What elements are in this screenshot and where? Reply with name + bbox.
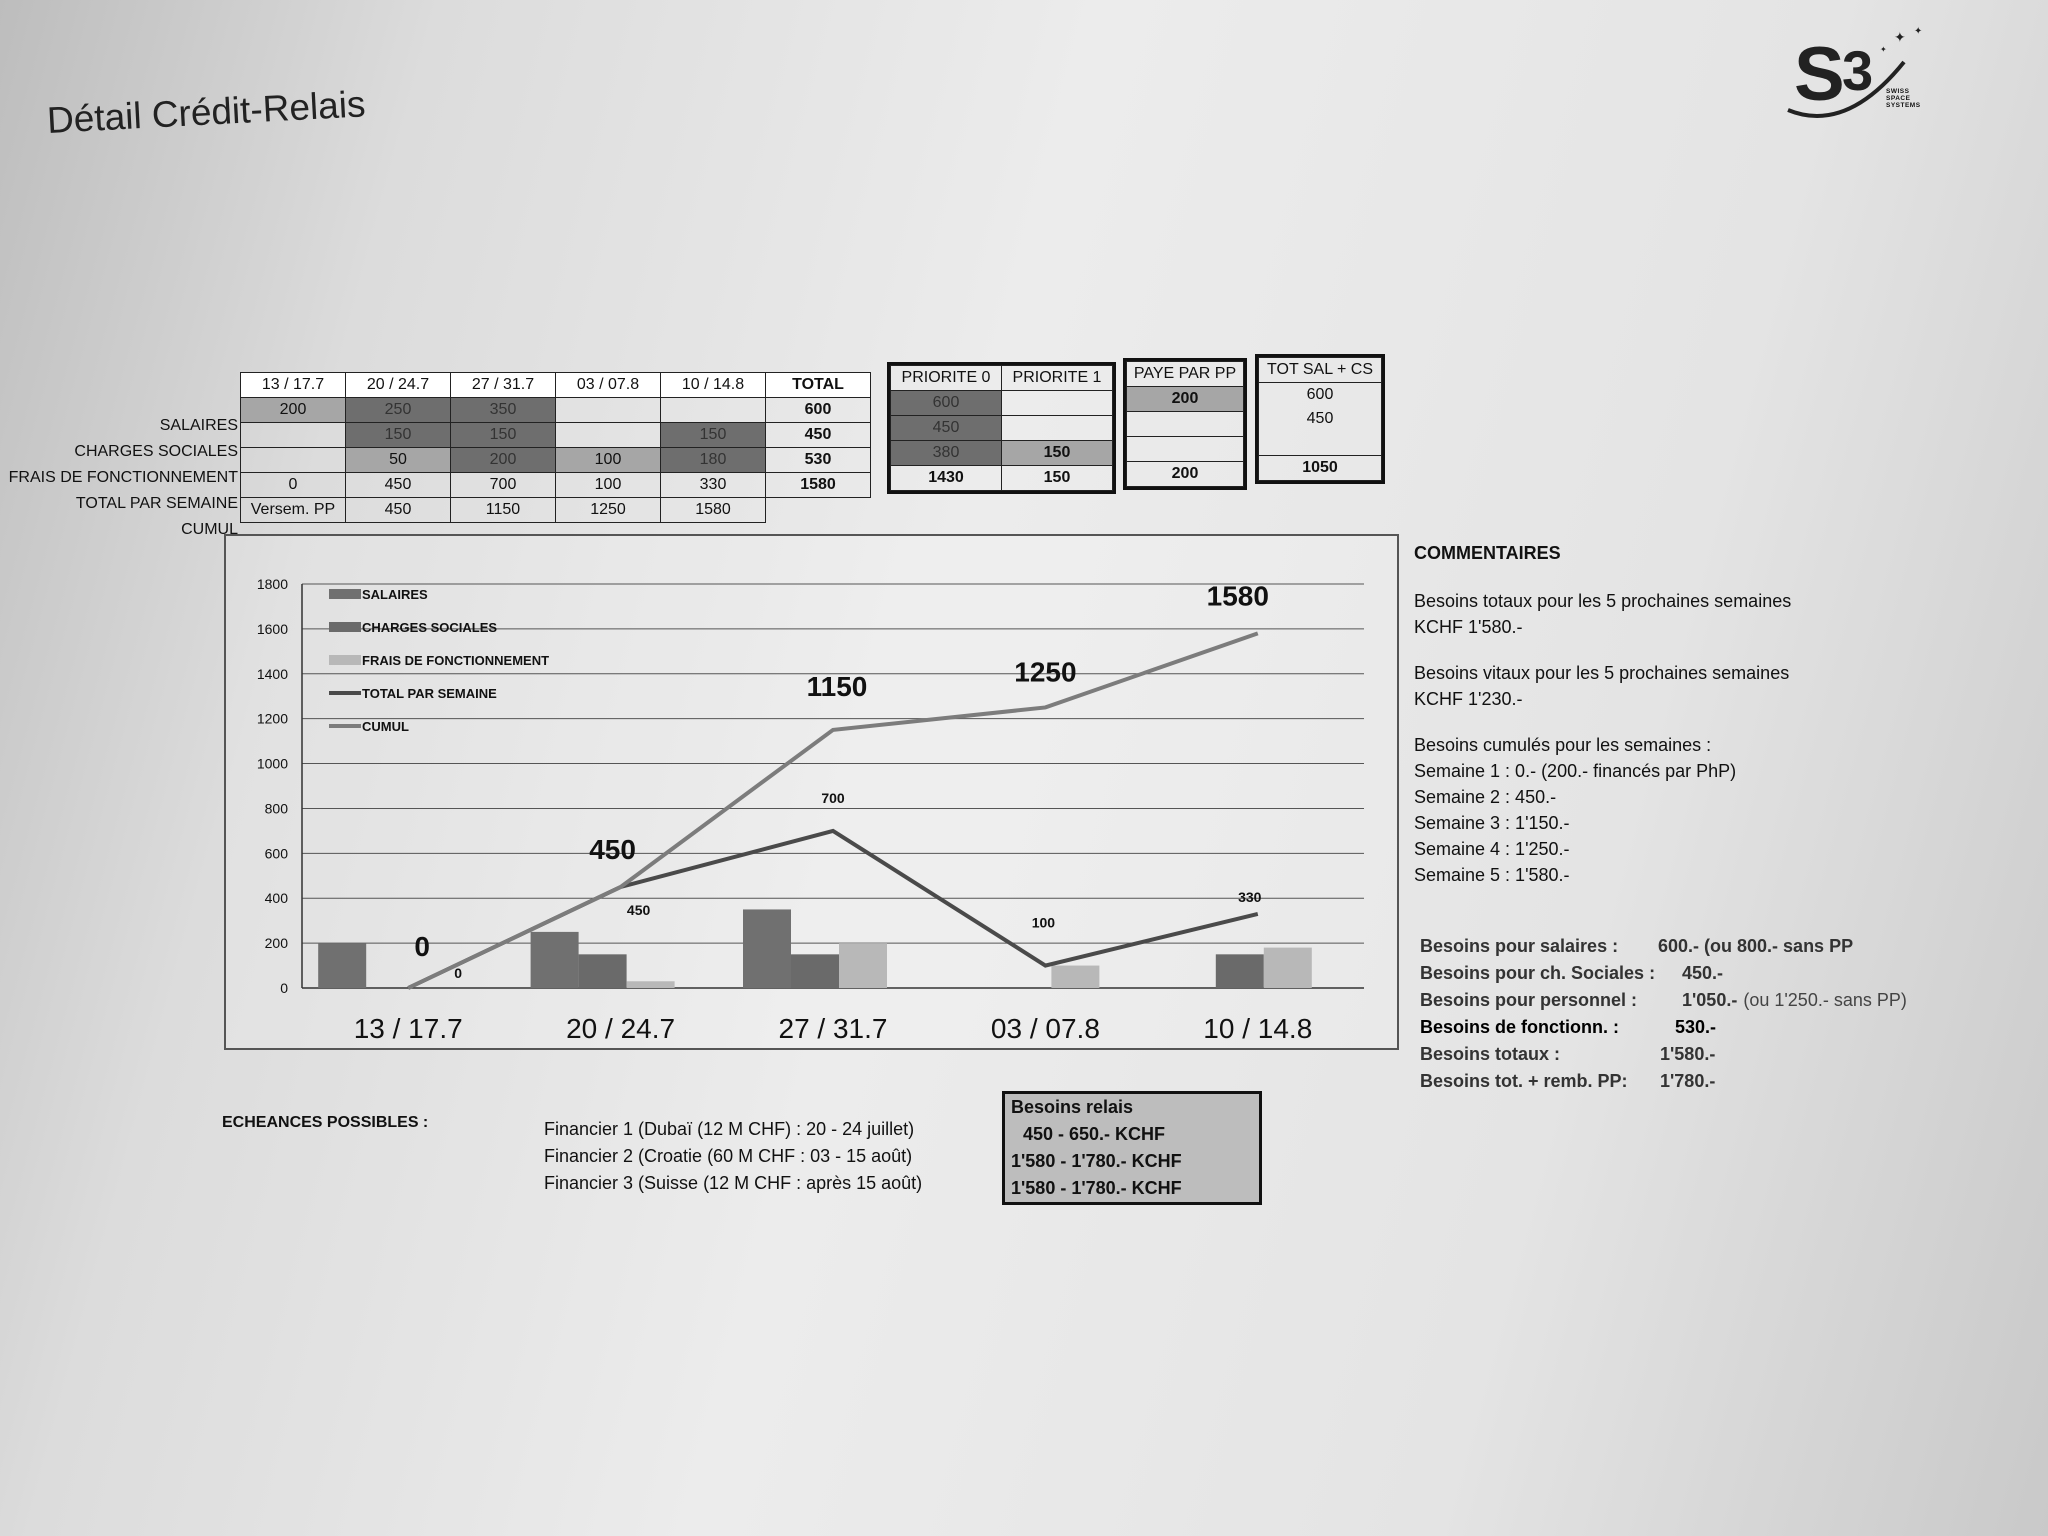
total-data-label: 330 <box>1238 888 1262 905</box>
table-cell: Versem. PP <box>241 498 346 523</box>
needs-label: Besoins pour personnel : <box>1420 990 1638 1010</box>
legend-label: FRAIS DE FONCTIONNEMENT <box>362 653 550 668</box>
bar-salaires <box>531 932 579 988</box>
comment-line: KCHF 1'580.- <box>1414 617 1523 637</box>
paye-header: PAYE PAR PP <box>1127 362 1244 387</box>
logo-subtitle: SWISS SPACE SYSTEMS <box>1886 88 1921 109</box>
table-cell: 180 <box>661 448 766 473</box>
legend-swatch <box>329 622 361 632</box>
table-cell: 450 <box>346 498 451 523</box>
needs-value: 600.- (ou 800.- sans PP <box>1658 936 1854 956</box>
y-tick-label: 400 <box>264 890 288 907</box>
table-cell: 150 <box>661 423 766 448</box>
needs-row <box>1420 1041 1907 1068</box>
x-category-label: 13 / 17.7 <box>353 1013 463 1044</box>
legend-swatch <box>329 589 361 599</box>
paye-table <box>1126 361 1244 487</box>
relais-line: 1'580 - 1'780.- KCHF <box>1011 1178 1182 1198</box>
priority-header: PRIORITE 1 <box>1002 366 1113 391</box>
table-cell <box>1259 431 1382 456</box>
x-category-label: 10 / 14.8 <box>1203 1013 1313 1044</box>
tot-sal-table <box>1258 357 1382 481</box>
frais-row <box>241 448 871 473</box>
total-header: TOTAL <box>766 373 871 398</box>
row-label-charges: CHARGES SOCIALES <box>74 443 238 460</box>
bar-frais-de-fonctionnement <box>627 981 675 988</box>
relais-heading: Besoins relais <box>1011 1097 1134 1117</box>
row-label-frais: FRAIS DE FONCTIONNEMENT <box>8 469 238 486</box>
needs-label: Besoins tot. + remb. PP: <box>1420 1071 1628 1091</box>
svg-text:✦: ✦ <box>1894 29 1906 45</box>
table-cell <box>661 398 766 423</box>
svg-text:✦: ✦ <box>1880 45 1887 54</box>
y-tick-label: 200 <box>264 935 288 952</box>
week-header: 10 / 14.8 <box>661 373 766 398</box>
table-cell <box>1127 412 1244 437</box>
legend-label: SALAIRES <box>362 587 428 602</box>
comment-line: Besoins totaux pour les 5 prochaines semaines <box>1414 591 1792 611</box>
needs-value: 1'780.- <box>1660 1071 1716 1091</box>
table-cell: 1150 <box>451 498 556 523</box>
relais-line: 1'580 - 1'780.- KCHF <box>1011 1151 1182 1171</box>
table-cell <box>1002 391 1113 416</box>
row-label-total: TOTAL PAR SEMAINE <box>75 495 238 512</box>
x-category-label: 20 / 24.7 <box>566 1013 676 1044</box>
relais-line: 450 - 650.- KCHF <box>1023 1124 1166 1144</box>
table-cell: 150 <box>451 423 556 448</box>
comment-line: Semaine 2 : 450.- <box>1414 787 1557 807</box>
needs-row <box>1420 933 1907 960</box>
table-cell <box>1127 437 1244 462</box>
total-row <box>241 473 871 498</box>
table-cell: 200 <box>451 448 556 473</box>
priority-table <box>890 365 1113 491</box>
y-tick-label: 1600 <box>256 620 288 637</box>
comment-line: Semaine 4 : 1'250.- <box>1414 839 1570 859</box>
bar-charges-sociales <box>579 954 627 988</box>
needs-value: 1'580.- <box>1660 1044 1716 1064</box>
y-tick-label: 1400 <box>256 665 288 682</box>
bar-charges-sociales <box>1216 954 1264 988</box>
y-tick-label: 1200 <box>256 710 288 727</box>
financiers-list <box>544 1116 922 1197</box>
table-cell: 450 <box>346 473 451 498</box>
besoins-relais-box <box>1002 1091 1262 1205</box>
table-cell <box>1002 416 1113 441</box>
y-tick-label: 600 <box>264 845 288 862</box>
table-cell: 150 <box>346 423 451 448</box>
bar-line-chart <box>224 534 1395 1046</box>
page-title: Détail Crédit-Relais <box>46 83 367 141</box>
financier-item: Financier 3 (Suisse (12 M CHF : après 15 août) <box>544 1173 923 1193</box>
bar-charges-sociales <box>791 954 839 988</box>
legend-swatch <box>329 655 361 665</box>
cumul-data-label: 1580 <box>1206 580 1269 612</box>
table-cell: 450 <box>766 423 871 448</box>
table-cell: 530 <box>766 448 871 473</box>
comment-line: Semaine 3 : 1'150.- <box>1414 813 1570 833</box>
needs-label: Besoins pour salaires : <box>1420 936 1619 956</box>
table-cell: 100 <box>556 448 661 473</box>
bar-frais-de-fonctionnement <box>839 943 887 988</box>
cumul-row <box>241 498 871 523</box>
needs-value: 530.- <box>1675 1017 1717 1037</box>
cumul-data-label: 1250 <box>1014 656 1077 688</box>
table-cell: 1580 <box>766 473 871 498</box>
legend-label: CUMUL <box>362 719 409 734</box>
table-cell: 350 <box>451 398 556 423</box>
week-header: 03 / 07.8 <box>556 373 661 398</box>
table-cell: 330 <box>661 473 766 498</box>
charges-row <box>241 423 871 448</box>
table-cell <box>556 398 661 423</box>
table-cell: 600 <box>766 398 871 423</box>
table-cell: 50 <box>346 448 451 473</box>
table-cell: 600 <box>1259 383 1382 408</box>
table-cell: 200 <box>241 398 346 423</box>
table-cell: 200 <box>1127 462 1244 487</box>
row-label-cumul: CUMUL <box>181 521 238 538</box>
total-data-label: 100 <box>1031 914 1056 931</box>
y-tick-label: 0 <box>280 980 288 996</box>
needs-value: 1'050.- <box>1682 990 1738 1010</box>
table-cell: 450 <box>1259 407 1382 431</box>
priority-header: PRIORITE 0 <box>891 366 1002 391</box>
comment-line: KCHF 1'230.- <box>1414 689 1523 709</box>
table-cell <box>556 423 661 448</box>
table-cell: 1580 <box>661 498 766 523</box>
table-cell <box>241 423 346 448</box>
table-cell: 1250 <box>556 498 661 523</box>
needs-row <box>1420 960 1907 987</box>
svg-text:✦: ✦ <box>1914 26 1923 37</box>
weeks-header-row <box>241 373 871 398</box>
table-cell: 150 <box>1002 441 1113 466</box>
bar-salaires <box>318 943 366 988</box>
bar-frais-de-fonctionnement <box>1264 948 1312 988</box>
needs-label: Besoins pour ch. Sociales : <box>1420 963 1656 983</box>
y-tick-label: 1800 <box>256 576 288 592</box>
table-cell: 450 <box>891 416 1002 441</box>
comment-line: Semaine 1 : 0.- (200.- financés par PhP) <box>1414 761 1737 781</box>
legend-label: TOTAL PAR SEMAINE <box>362 686 497 701</box>
x-category-label: 03 / 07.8 <box>990 1013 1100 1044</box>
total-data-label: 450 <box>626 902 651 918</box>
financier-item: Financier 1 (Dubaï (12 M CHF) : 20 - 24 juillet) <box>544 1119 915 1139</box>
table-cell <box>241 448 346 473</box>
comments-heading: COMMENTAIRES <box>1414 543 1561 563</box>
week-header: 27 / 31.7 <box>451 373 556 398</box>
cumul-data-label: 1150 <box>806 670 868 702</box>
cumul-data-label: 0 <box>414 931 430 962</box>
legend-label: CHARGES SOCIALES <box>362 620 498 635</box>
week-header: 13 / 17.7 <box>241 373 346 398</box>
table-cell: 700 <box>451 473 556 498</box>
table-cell: 100 <box>556 473 661 498</box>
table-cell: 150 <box>1002 466 1113 491</box>
table-cell: 200 <box>1127 387 1244 412</box>
table-cell: 0 <box>241 473 346 498</box>
comments-section <box>1414 540 1791 888</box>
table-cell: 250 <box>346 398 451 423</box>
week-header: 20 / 24.7 <box>346 373 451 398</box>
needs-label: Besoins totaux : <box>1420 1044 1561 1064</box>
needs-list <box>1420 933 1907 1095</box>
comment-line: Besoins cumulés pour les semaines : <box>1414 735 1712 755</box>
bar-salaires <box>743 909 791 988</box>
svg-text:S: S <box>1794 32 1845 117</box>
svg-text:3: 3 <box>1842 39 1874 102</box>
x-category-label: 27 / 31.7 <box>778 1013 888 1044</box>
needs-row <box>1420 1068 1907 1095</box>
comment-line: Besoins vitaux pour les 5 prochaines semaines <box>1414 663 1790 683</box>
table-cell: 600 <box>891 391 1002 416</box>
total-data-label: 0 <box>454 965 463 981</box>
y-tick-label: 1000 <box>256 755 288 772</box>
table-cell: 1430 <box>891 466 1002 491</box>
row-label-salaires: SALAIRES <box>159 417 238 434</box>
row-labels <box>0 413 238 543</box>
total-data-label: 700 <box>821 789 845 806</box>
echeances-label: ECHEANCES POSSIBLES : <box>222 1114 429 1131</box>
table-cell: 380 <box>891 441 1002 466</box>
salaires-row <box>241 398 871 423</box>
cumul-data-label: 450 <box>589 834 636 865</box>
comment-line: Semaine 5 : 1'580.- <box>1414 865 1570 885</box>
table-cell: 1050 <box>1259 456 1382 481</box>
needs-value: 450.- <box>1682 963 1724 983</box>
needs-row <box>1420 987 1907 1014</box>
financier-item: Financier 2 (Croatie (60 M CHF : 03 - 15 août) <box>544 1146 913 1166</box>
totsal-header: TOT SAL + CS <box>1259 358 1382 383</box>
table-cell-empty <box>766 498 871 523</box>
needs-note: (ou 1'250.- sans PP) <box>1743 990 1907 1010</box>
y-tick-label: 800 <box>264 800 288 817</box>
needs-label: Besoins de fonctionn. : <box>1420 1017 1620 1037</box>
s3-logo-icon <box>1776 22 1936 132</box>
bar-frais-de-fonctionnement <box>1051 966 1099 988</box>
needs-row <box>1420 1014 1907 1041</box>
weeks-table <box>240 372 871 523</box>
